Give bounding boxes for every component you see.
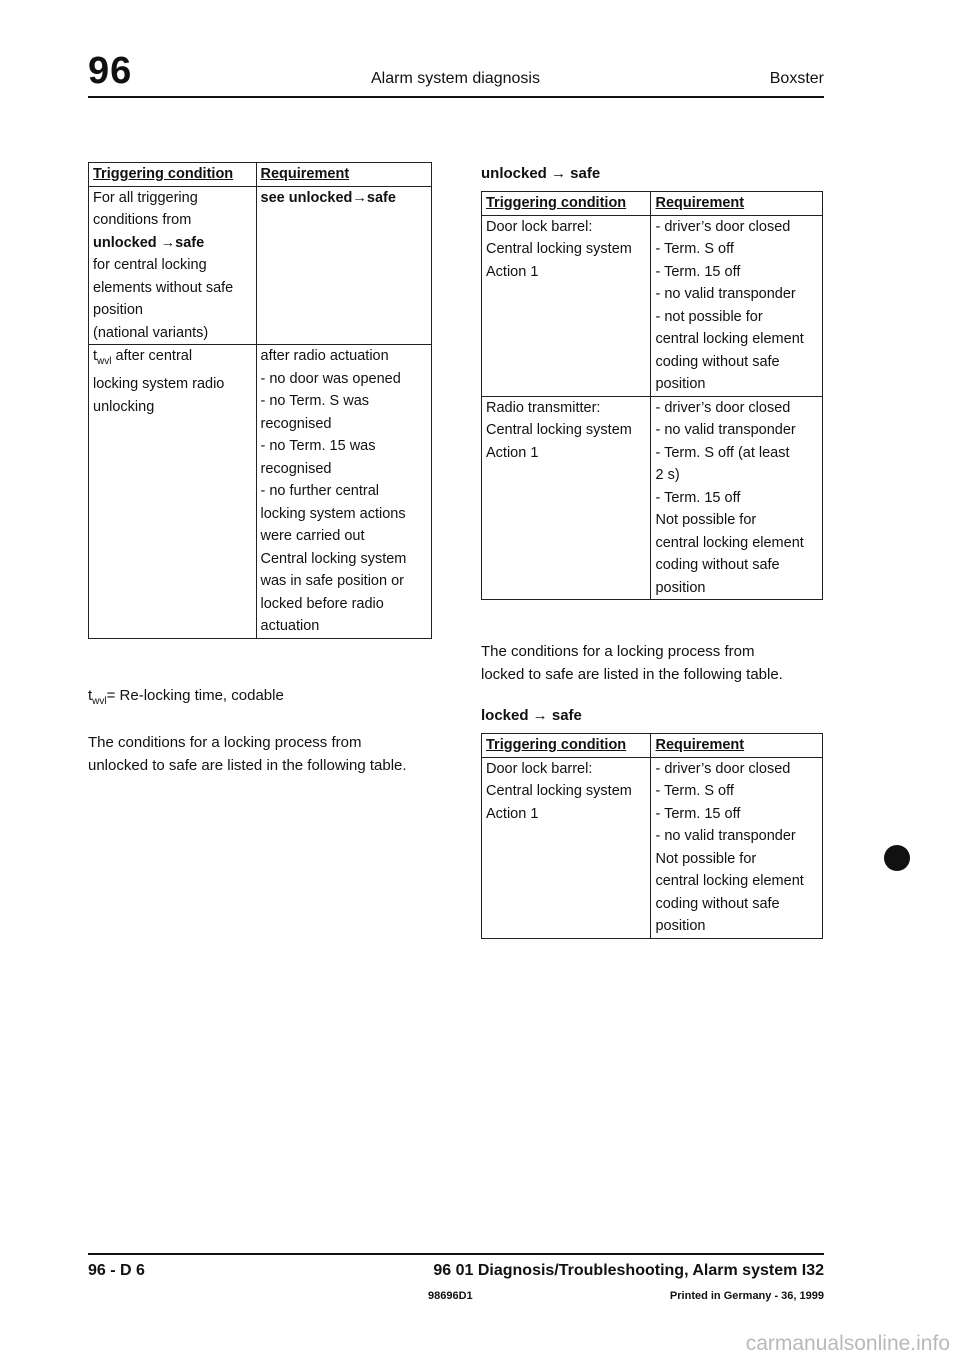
- margin-bullet-icon: [884, 845, 910, 871]
- requirement-cell: - driver’s door closed - no valid transponder - Term. S off (at least 2 s) - Term. 15 off Not possible for central locking element coding without safe position: [651, 396, 823, 600]
- condition-cell: For all triggering conditions from unlocked →safe for central locking elements without safe position (national variants): [89, 186, 257, 345]
- left-trigger-table: [88, 162, 432, 639]
- table-row: [89, 186, 432, 345]
- twvl-symbol: t: [93, 348, 98, 364]
- footer-rule: [88, 1253, 824, 1255]
- section-number: 96: [88, 50, 133, 92]
- condition-cell: Door lock barrel: Central locking system Action 1: [482, 215, 651, 396]
- header-triggering-condition: Triggering condition: [89, 163, 257, 187]
- locked-safe-caption: locked → safe: [481, 707, 582, 724]
- requirement-cell: - driver’s door closed - Term. S off - Term. 15 off - no valid transponder - not possible for central locking element coding without safe position: [651, 215, 823, 396]
- header-requirement: Requirement: [651, 734, 823, 758]
- unlocked-safe-table: [481, 191, 823, 600]
- requirement-cell: - driver’s door closed - Term. S off - Term. 15 off - no valid transponder Not possible for central locking element coding without safe position: [651, 757, 823, 938]
- table-header-row: [482, 734, 823, 758]
- requirement-cell: after radio actuation - no door was opened - no Term. S was recognised - no Term. 15 was recognised - no further central locking system actions were carried out Central locking system was in safe position or locked before radio actuation: [256, 345, 431, 639]
- locked-safe-table: [481, 733, 823, 939]
- footer-section-ref: 96 01 Diagnosis/Troubleshooting, Alarm system I32: [433, 1262, 824, 1279]
- table-row: [482, 757, 823, 938]
- table-row: [89, 345, 432, 639]
- unlocked-safe-caption: unlocked → safe: [481, 165, 601, 182]
- table-header-row: [89, 163, 432, 187]
- header-requirement: Requirement: [651, 192, 823, 216]
- table-header-row: [482, 192, 823, 216]
- right-paragraph: The conditions for a locking process from locked to safe are listed in the following table.: [481, 643, 783, 683]
- left-paragraph: The conditions for a locking process from unlocked to safe are listed in the following table.: [88, 734, 407, 774]
- footer-printed: Printed in Germany - 36, 1999: [669, 1290, 824, 1302]
- table-row: [482, 215, 823, 396]
- header-triggering-condition: Triggering condition: [482, 192, 651, 216]
- twvl-definition: $t_{wvl}=$ Re-locking time, codable: [88, 687, 284, 707]
- table-row: [482, 396, 823, 600]
- page-header: [88, 50, 824, 98]
- watermark: carmanualsonline.info: [745, 1332, 950, 1355]
- requirement-cell: see unlocked→safe: [256, 186, 431, 345]
- condition-cell: $t_{wvl}$ after central locking system radio unlocking: [89, 345, 257, 639]
- footer-doc-code: 98696D1: [428, 1290, 473, 1302]
- header-triggering-condition: Triggering condition: [482, 734, 651, 758]
- footer-page-ref: 96 - D 6: [88, 1262, 145, 1279]
- header-title: Alarm system diagnosis: [371, 70, 540, 87]
- header-requirement: Requirement: [256, 163, 431, 187]
- condition-cell: Door lock barrel: Central locking system Action 1: [482, 757, 651, 938]
- condition-cell: Radio transmitter: Central locking system Action 1: [482, 396, 651, 600]
- header-model: Boxster: [769, 70, 824, 87]
